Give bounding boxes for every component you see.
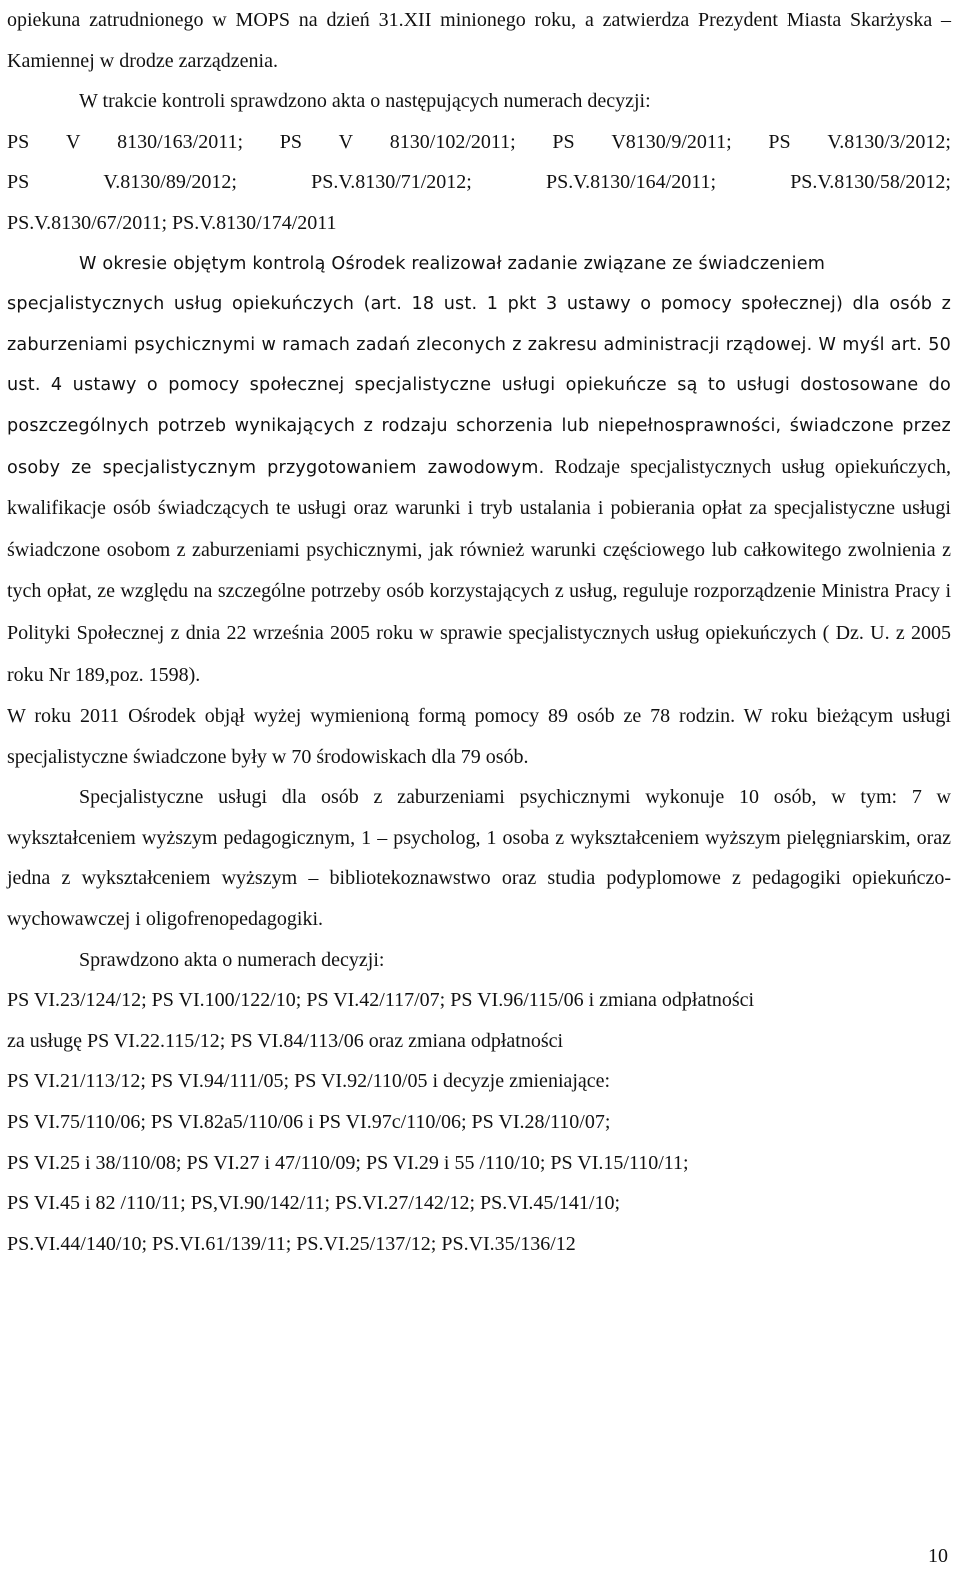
decision-list-line: za usługę PS VI.22.115/12; PS VI.84/113/06 oraz zmiana odpłatności [7,1029,564,1052]
row1-item: PS [7,130,30,153]
document-page [7,0,951,1264]
decision-list-line: PS VI.25 i 38/110/08; PS VI.27 i 47/110/09; PS VI.29 i 55 /110/10; PS VI.15/110/11; [7,1151,689,1174]
decision-list-line: PS.VI.44/140/10; PS.VI.61/139/11; PS.VI.25/137/12; PS.VI.35/136/12 [7,1232,576,1255]
paragraph-1: opiekuna zatrudnionego w MOPS na dzień 31.XII minionego roku, a zatwierdza Prezydent Miasta Skarżyska – Kamiennej w drodze zarządzenia. [7,9,951,72]
decision-row-1 [7,122,951,163]
paragraph-3-regulation: Rodzaje specjalistycznych usług opiekuńczych, kwalifikacje osób świadczących te usługi oraz warunki i tryb ustalania i pobierania opłat za specjalistyczne usługi świadczone osobom z zaburzeniami psychicznymi, jak również warunki częściowego lub całkowitego zwolnienia z tych opłat, ze względu na szczególne potrzeby osób korzystających z usług, reguluje rozporządzenie Ministra Pracy i Polityki Społecznej z dnia 22 września 2005 roku w sprawie specjalistycznych usług opiekuńczych ( Dz. U. z 2005 roku Nr 189,poz. 1598). [7,455,951,686]
row1-item: 8130/102/2011; [389,130,516,153]
page-number: 10 [928,1545,948,1567]
decision-list [7,980,951,1264]
paragraph-2-intro: W trakcie kontroli sprawdzono akta o następujących numerach decyzji: [79,90,651,113]
decision-row-2 [7,162,951,203]
decision-list-line: PS VI.23/124/12; PS VI.100/122/10; PS VI.42/117/07; PS VI.96/115/06 i zmiana odpłatności [7,989,755,1012]
row2-item: PS [7,171,30,194]
row1-item: V.8130/3/2012; [827,130,951,153]
row1-item: V [338,130,354,153]
decision-list-line: PS VI.75/110/06; PS VI.82a5/110/06 i PS VI.97c/110/06; PS VI.28/110/07; [7,1111,611,1134]
row1-item: PS [768,130,791,153]
paragraph-3-line-2: specjalistycznych usług opiekuńczych (art. 18 ust. [7,294,478,315]
row1-item: PS [279,130,302,153]
paragraph-3-body [7,284,951,696]
paragraph-3-rest: 1 pkt 3 ustawy o pomocy społecznej) dla osób z zaburzeniami psychicznymi w ramach zadań zleconych z zakresu administracji rządowej. W myśl art. 50 ust. 4 ustawy o pomocy społecznej specjalistyczne usługi opiekuńcze są to usługi dostosowane do poszczególnych potrzeb wynikających z rodzaju schorzenia lub niepełnosprawności, świadczone przez osoby ze specjalistycznym przygotowaniem zawodowym. [7,294,951,478]
row2-item: V.8130/89/2012; [103,171,237,194]
row1-item: V8130/9/2011; [611,130,732,153]
row1-item: 8130/163/2011; [117,130,244,153]
decision-list-line: PS VI.21/113/12; PS VI.94/111/05; PS VI.92/110/05 i decyzje zmieniające: [7,1070,611,1093]
decision-list-line: PS VI.45 i 82 /110/11; PS,VI.90/142/11; PS.VI.27/142/12; PS.VI.45/141/10; [7,1192,621,1215]
paragraph-4: W roku 2011 Ośrodek objął wyżej wymienioną formą pomocy 89 osób ze 78 rodzin. W roku bieżącym usługi specjalistyczne świadczone były w 70 środowiskach dla 79 osób. [7,705,951,768]
row2-item: PS.V.8130/71/2012; [311,171,472,194]
paragraph-3 [7,244,951,697]
decision-row-3: PS.V.8130/67/2011; PS.V.8130/174/2011 [7,211,337,234]
row1-item: PS [552,130,575,153]
row2-item: PS.V.8130/164/2011; [546,171,717,194]
paragraph-3-line-1: W okresie objętym kontrolą Ośrodek realizował zadanie związane ze świadczeniem [79,253,826,274]
row1-item: V [65,130,81,153]
paragraph-5: Specjalistyczne usługi dla osób z zaburzeniami psychicznymi wykonuje 10 osób, w tym: 7 w wykształceniem wyższym pedagogicznym, 1 – psycholog, 1 osoba z wykształceniem wyższym pielęgniarskim, oraz jedna z wykształceniem wyższym – bibliotekoznawstwo oraz studia podyplomowe z pedagogiki opiekuńczo-wychowawczej i oligofrenopedagogiki. [7,786,951,931]
paragraph-6-intro: Sprawdzono akta o numerach decyzji: [79,948,385,971]
row2-item: PS.V.8130/58/2012; [790,171,951,194]
